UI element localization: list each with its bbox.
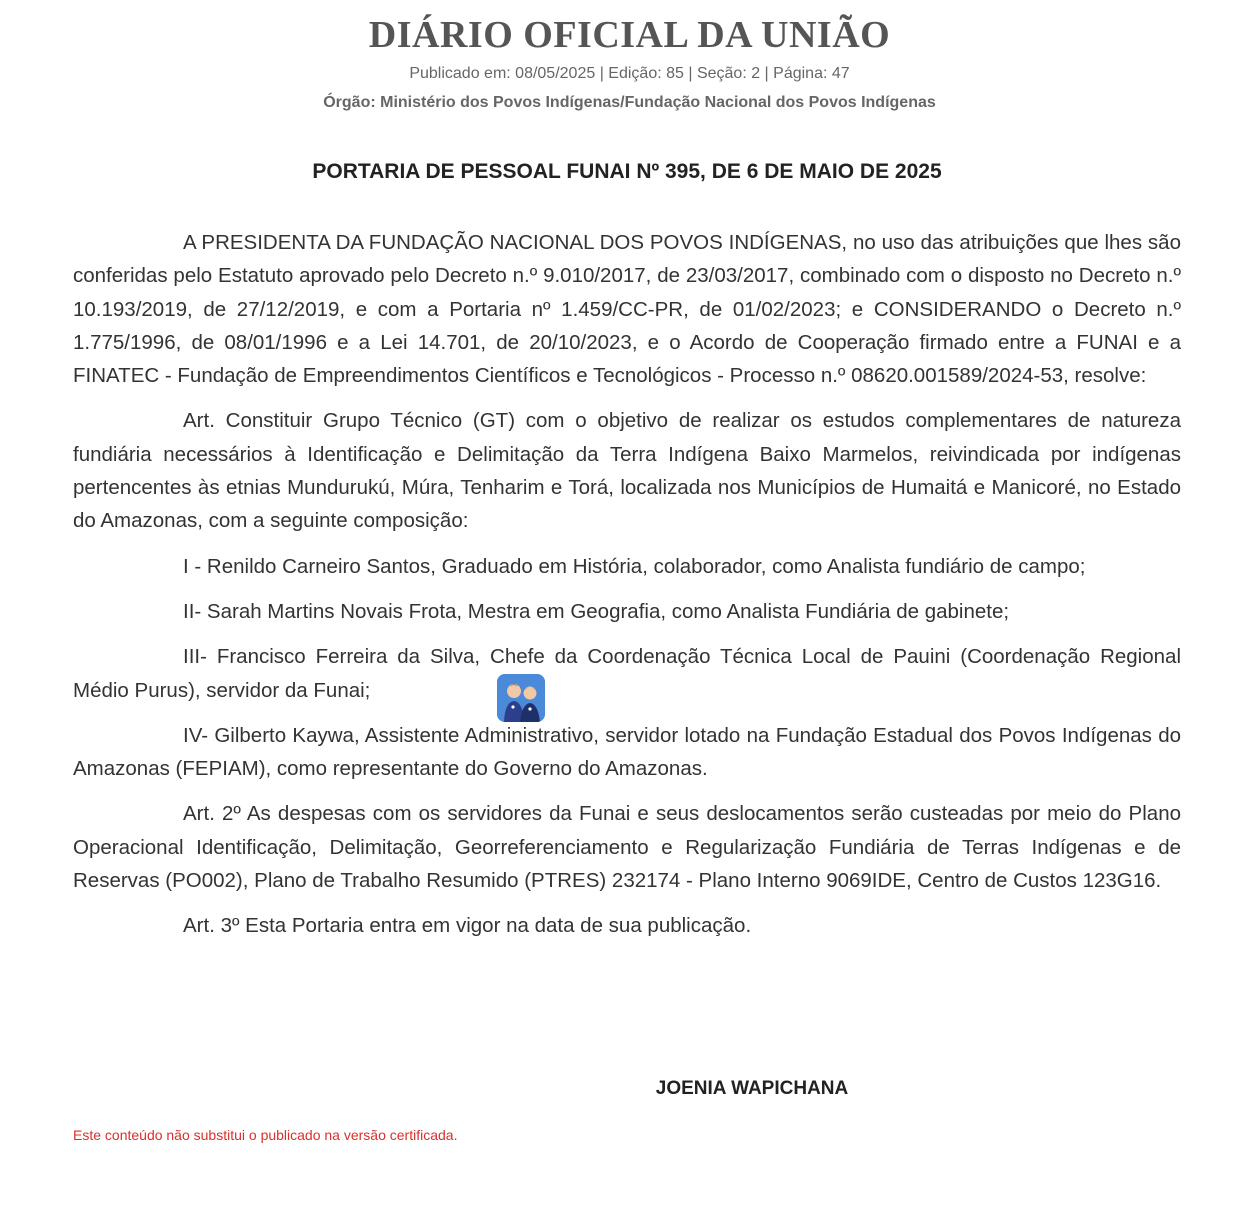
newspaper-title: DIÁRIO OFICIAL DA UNIÃO <box>368 14 891 56</box>
act-title: PORTARIA DE PESSOAL FUNAI Nº 395, DE 6 DE MAIO DE 2025 <box>312 160 942 183</box>
floating-avatar-icon[interactable] <box>497 674 545 722</box>
publication-info: Publicado em: 08/05/2025 | Edição: 85 | Seção: 2 | Página: 47 <box>409 65 850 82</box>
article-1-paragraph: Art. Constituir Grupo Técnico (GT) com o objetivo de realizar os estudos complementares de natureza fundiária necessários à Identificação e Delimitação da Terra Indígena Baixo Marmelos, reivindicada por indígenas pertencentes às etnias Mundurukú, Múra, Tenharim e Torá, localizada nos Municípios de Humaitá e Manicoré, no Estado do Amazonas, com a seguinte composição: <box>73 409 1181 533</box>
article-2-paragraph: Art. 2º As despesas com os servidores da Funai e seus deslocamentos serão custeadas por meio do Plano Operacional Identificação, Delimitação, Georreferenciamento e Regularização Fundiária de Terras Indígenas e de Reservas (PO002), Plano de Trabalho Resumido (PTRES) 232174 - Plano Interno 9069IDE, Centro de Custos 123G16. <box>73 802 1181 893</box>
member-item-2: II- Sarah Martins Novais Frota, Mestra em Geografia, como Analista Fundiária de gabinete; <box>183 599 1010 623</box>
signature <box>0 1076 1259 1102</box>
act-body <box>73 226 1181 955</box>
member-item-3: III- Francisco Ferreira da Silva, Chefe da Coordenação Técnica Local de Pauini (Coordenação Regional Médio Purus), servidor da Funai; <box>73 645 1181 702</box>
member-item-1: I - Renildo Carneiro Santos, Graduado em História, colaborador, como Analista fundiário de campo; <box>183 554 1086 578</box>
avatar-people-icon <box>497 674 545 722</box>
article-3-paragraph: Art. 3º Esta Portaria entra em vigor na data de sua publicação. <box>183 914 752 938</box>
masthead <box>0 12 1259 113</box>
member-item-4: IV- Gilberto Kaywa, Assistente Administrativo, servidor lotado na Fundação Estadual dos Povos Indígenas do Amazonas (FEPIAM), como representante do Governo do Amazonas. <box>73 723 1181 781</box>
certification-disclaimer: Este conteúdo não substitui o publicado na versão certificada. <box>73 1127 458 1143</box>
orgao-line: Órgão: Ministério dos Povos Indígenas/Fundação Nacional dos Povos Indígenas <box>323 94 936 111</box>
signatory-name: JOENIA WAPICHANA <box>655 1078 849 1099</box>
preamble-paragraph: A PRESIDENTA DA FUNDAÇÃO NACIONAL DOS POVOS INDÍGENAS, no uso das atribuições que lhes são conferidas pelo Estatuto aprovado pelo Decreto n.º 9.010/2017, de 23/03/2017, combinado com o disposto no Decreto n.º 10.193/2019, de 27/12/2019, e com a Portaria nº 1.459/CC-PR, de 01/02/2023; e CONSIDERANDO o Decreto n.º 1.775/1996, de 08/01/1996 e a Lei 14.701, de 20/10/2023, e o Acordo de Cooperação firmado entre a FUNAI e a FINATEC - Fundação de Empreendimentos Científicos e Tecnológicos - Processo n.º 08620.001589/2024-53, resolve: <box>73 231 1181 388</box>
